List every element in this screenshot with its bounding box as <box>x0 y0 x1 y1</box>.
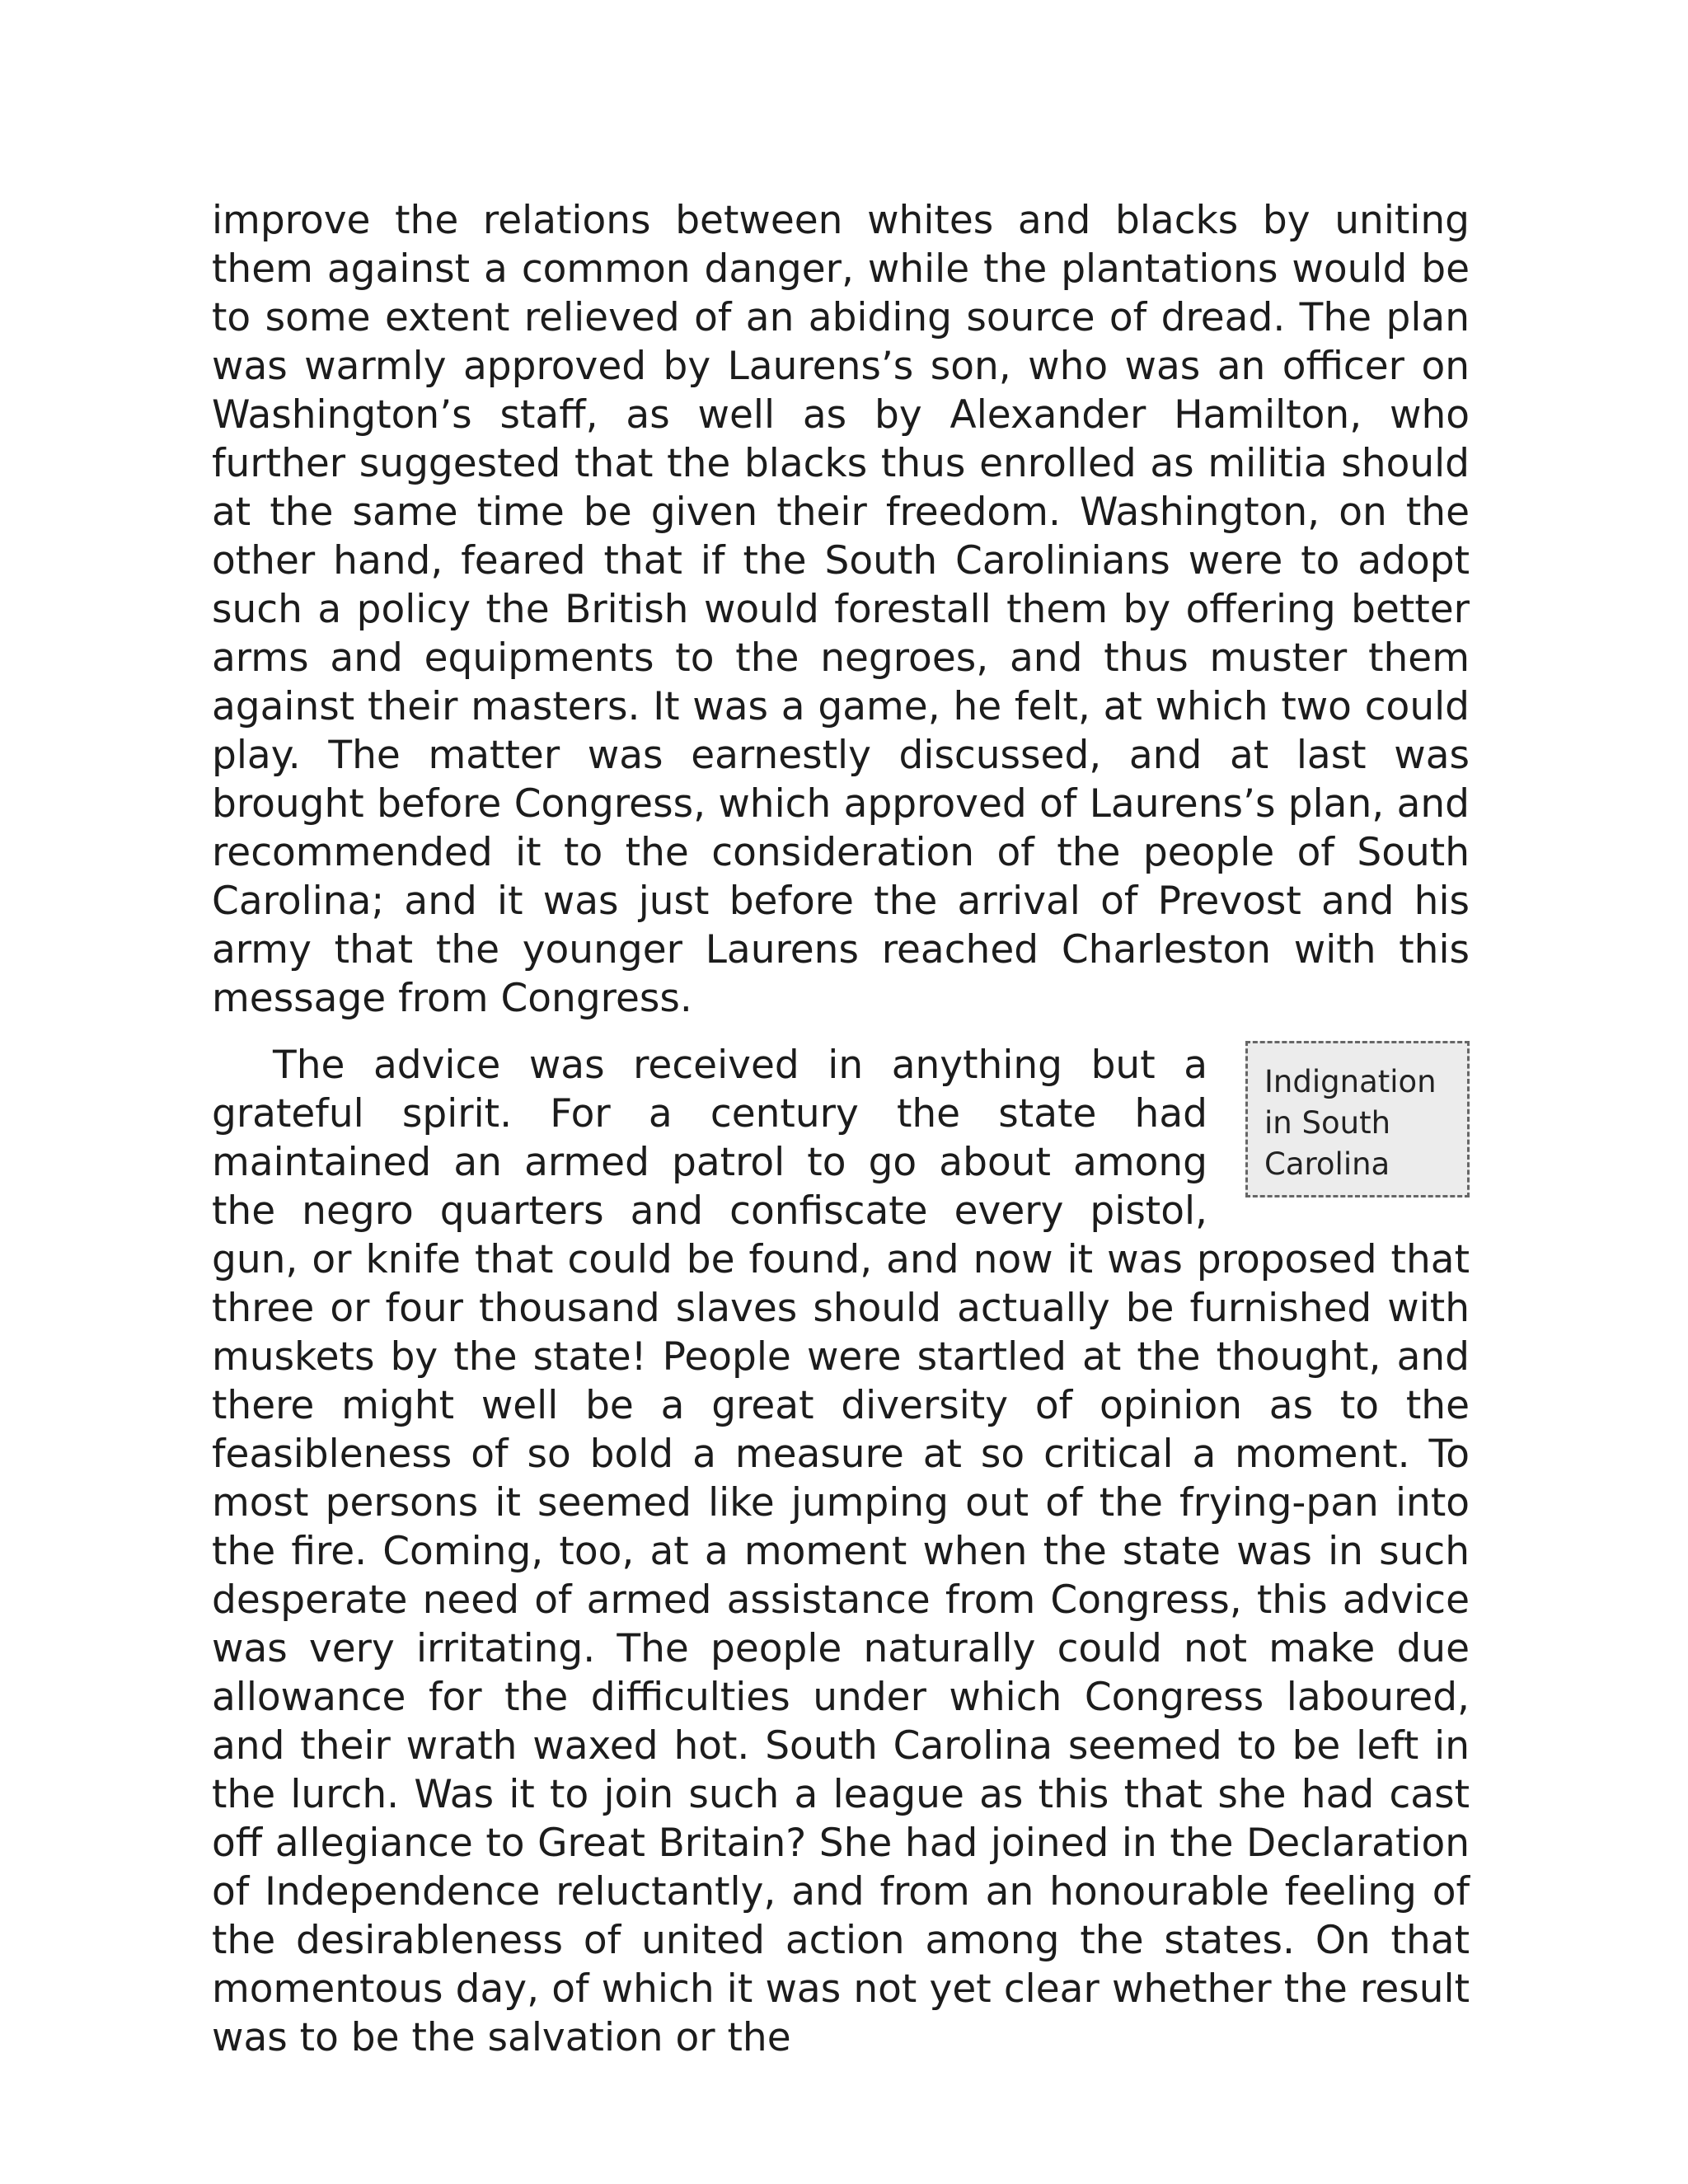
paragraph-1: improve the relations between whites and blacks by uniting them against a common danger, while the plantations would be to some extent relieved of an abiding source of dread. The plan was warmly approved by Laurens’s son, who was an officer on Washington’s staff, as well as by Alexander Hamilton, who further suggested that the blacks thus enrolled as militia should at the same time be given their freedom. Washington, on the other hand, feared that if the South Carolinians were to adopt such a policy the British would forestall them by offering better arms and equipments to the negroes, and thus muster them against their masters. It was a game, he felt, at which two could play. The matter was earnestly discussed, and at last was brought before Congress, which approved of Laurens’s plan, and recommended it to the consideration of the people of South Carolina; and it was just before the arrival of Prevost and his army that the younger Laurens reached Charleston with this message from Congress. <box>212 198 1470 1021</box>
paragraph-2: The advice was received in anything but a grateful spirit. For a century the state had maintained an armed patrol to go about among the negro quarters and confiscate every pistol, gun, or knife that could be found, and now it was proposed that three or four thousand slaves should actually be furnished with muskets by the state! People were startled at the thought, and there might well be a great diversity of opinion as to the feasibleness of so bold a measure at so critical a moment. To most persons it seemed like jumping out of the frying-pan into the fire. Coming, too, at a moment when the state was in such desperate need of armed assistance from Congress, this advice was very irritating. The people naturally could not make due allowance for the difficulties under which Congress laboured, and their wrath waxed hot. South Carolina seemed to be left in the lurch. Was it to join such a league as this that she had cast off allegiance to Great Britain? She had joined in the Declaration of Independence reluctantly, and from an honourable feeling of the desirableness of united action among the states. On that momentous day, of which it was not yet clear whether the result was to be the salvation or the <box>212 1043 1470 2060</box>
margin-note: Indignation in South Carolina <box>1245 1041 1470 1197</box>
paragraph-2-block <box>212 1041 1470 2062</box>
page-text <box>212 196 1470 2062</box>
